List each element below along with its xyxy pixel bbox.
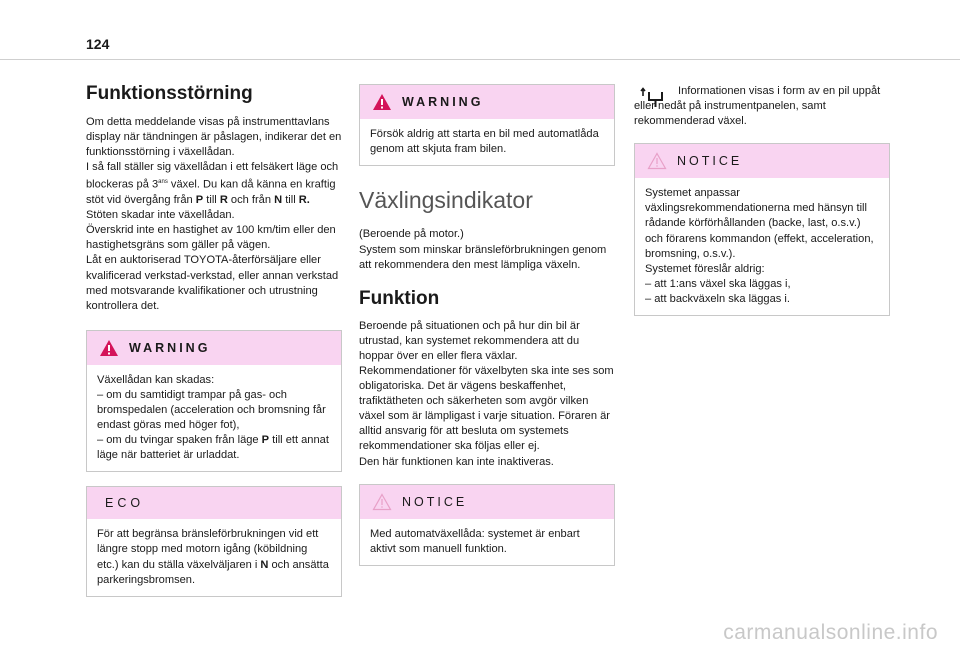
warning-box-2 [359,84,615,166]
watermark: carmanualsonline.info [723,621,938,644]
column-2 [359,84,615,566]
column-1 [86,84,342,597]
notice-box-2 [634,143,890,316]
notice-box [359,484,615,566]
notice-box-2-header [635,144,889,178]
warning-body: Växellådan kan skadas: – om du samtidigt trampar på gas- och bromspedalen (acceleration och bromsning får endast göras med höger fot), – om du tvingar spaken från läge P till ett annat läge när batteriet är urladdat. [97,373,329,462]
gear-shift-indicator-icon [640,87,666,109]
eco-body: För att begränsa bränsleförbrukningen vid ett längre stopp med motorn igång (köbildning etc.) kan du ställa växelväljaren i N och ansätta parkeringsbromsen. [97,528,329,586]
notice-2-body: Systemet anpassar växlingsrekommendationerna med hänsyn till rådande körförhållanden (backe, last, o.s.v.) och förarens kommandon (effekt, acceleration, bromsning, o.s.v.). Systemet föreslår aldrig: – att 1:ans växel ska läggas i, – att backväxeln ska läggas i. [645,187,874,305]
column-3 [634,84,890,316]
notice-2-title: NOTICE [677,154,743,169]
eco-box [86,486,342,596]
warning-box-2-header [360,85,614,119]
section-heading-shift-indicator: Växlingsindikator [359,187,533,214]
eco-title: ECO [105,496,145,511]
notice-title: NOTICE [402,494,468,509]
shift-indicator-intro: (Beroende på motor.) System som minskar bränsleförbrukningen genom att rekommendera den mest lämpliga växeln. [359,228,607,271]
notice-triangle-icon [647,152,667,170]
section-heading-function: Funktion [359,287,440,309]
notice-box-header [360,485,614,519]
warning-title: WARNING [129,340,211,355]
page-number: 124 [86,36,110,52]
warning-box-header [87,331,341,365]
warning-triangle-icon [99,339,119,357]
warning-2-title: WARNING [402,95,484,109]
notice-triangle-icon [372,493,392,511]
notice-body: Med automatväxellåda: systemet är enbart aktivt som manuell funktion. [370,527,580,555]
warning-triangle-icon [372,93,392,111]
warning-box [86,330,342,473]
section-heading-malfunction: Funktionsstörning [86,83,253,104]
function-text: Beroende på situationen och på hur din bil är utrustad, kan systemet rekommendera att du hoppar över en eller flera växlar. Rekommendationer för växelbyten ska inte ses som obligatoriska. Det är vägens beskaffenhet, trafiktätheten och säkerheten som avgör vilken växel som är lämpligast i varje situation. Föraren är alltid ansvarig för att besluta om systemets rekommendationer ska följas eller ej. Den här funktionen kan inte inaktiveras. [359,319,614,468]
eco-box-header [87,487,341,519]
malfunction-text: Om detta meddelande visas på instrumenttavlans display när tändningen är påslagen, indikerar det en funktionsstörning i växellådan. I så fall ställer sig växellådan i ett felsäkert läge och blockeras på $3^{ans}$ växel. Du kan då känna en kraftig stöt vid övergång från P till R och från N till R. Stöten skadar inte växellådan. Överskrid inte en hastighet av 100 km/tim eller den hastighetsgräns som gäller på vägen. Låt en auktoriserad TOYOTA-återförsäljare eller kvalificerad verkstad-verkstad, eller annan verkstad med motsvarande kvalifikationer och utrustning kontrollera det. [86,115,342,312]
shift-indicator-description [634,84,890,129]
top-divider [0,59,960,60]
warning-2-body: Försök aldrig att starta en bil med automatlåda genom att skjuta fram bilen. [370,128,599,156]
shift-indicator-text: Informationen visas i form av en pil uppåt eller nedåt på instrumentpanelen, samt rekommenderad växel. [634,85,881,128]
